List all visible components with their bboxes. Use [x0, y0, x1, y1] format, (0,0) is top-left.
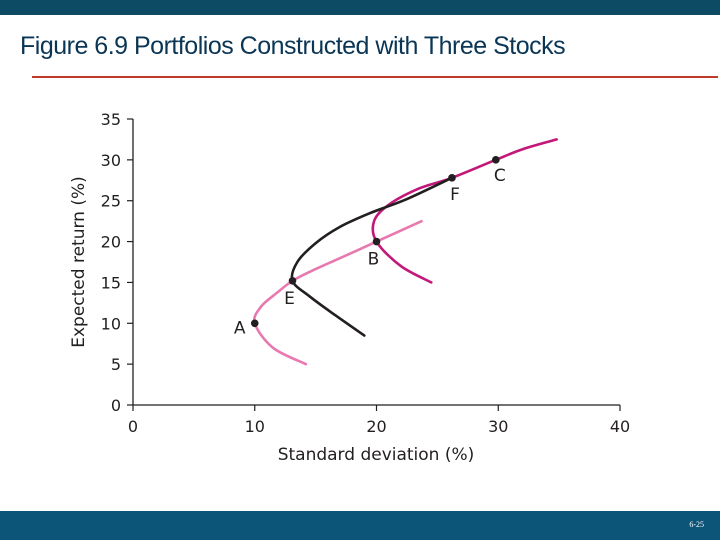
portfolio-label-e: E: [284, 288, 295, 309]
portfolio-point-e: [289, 277, 297, 285]
y-axis-label: Expected return (%): [69, 176, 89, 348]
x-tick-label: 40: [609, 417, 631, 436]
y-tick-label: 0: [110, 396, 121, 415]
y-tick-label: 10: [100, 314, 121, 334]
x-tick-label: 0: [127, 417, 139, 436]
chart-axes: [101, 110, 631, 436]
footer-bar: [0, 511, 720, 540]
slide-title: Figure 6.9 Portfolios Constructed with Three Stocks: [20, 32, 566, 60]
y-tick-label: 5: [110, 355, 121, 375]
y-tick-label: 15: [100, 273, 121, 293]
portfolio-point-f: [448, 174, 456, 182]
x-tick-label: 30: [488, 417, 509, 436]
page-number: 6-25: [689, 520, 704, 529]
portfolio-label-a: A: [233, 318, 246, 339]
frontier-curve-pink: [254, 221, 421, 364]
y-tick-label: 35: [100, 110, 121, 129]
chart-points: [234, 156, 506, 338]
x-tick-label: 20: [366, 417, 387, 436]
portfolio-point-a: [251, 319, 259, 327]
x-axis-label: Standard deviation (%): [277, 445, 475, 465]
y-tick-label: 20: [100, 232, 121, 252]
portfolio-label-c: C: [493, 165, 506, 186]
y-tick-label: 25: [100, 191, 121, 211]
portfolio-point-b: [373, 238, 381, 246]
chart-curves: [254, 139, 556, 364]
frontier-curve-magenta: [373, 139, 557, 282]
portfolio-label-b: B: [367, 249, 380, 270]
y-tick-label: 30: [100, 150, 121, 170]
portfolio-point-c: [492, 156, 500, 164]
portfolio-label-f: F: [450, 184, 460, 205]
x-tick-label: 10: [244, 417, 265, 436]
